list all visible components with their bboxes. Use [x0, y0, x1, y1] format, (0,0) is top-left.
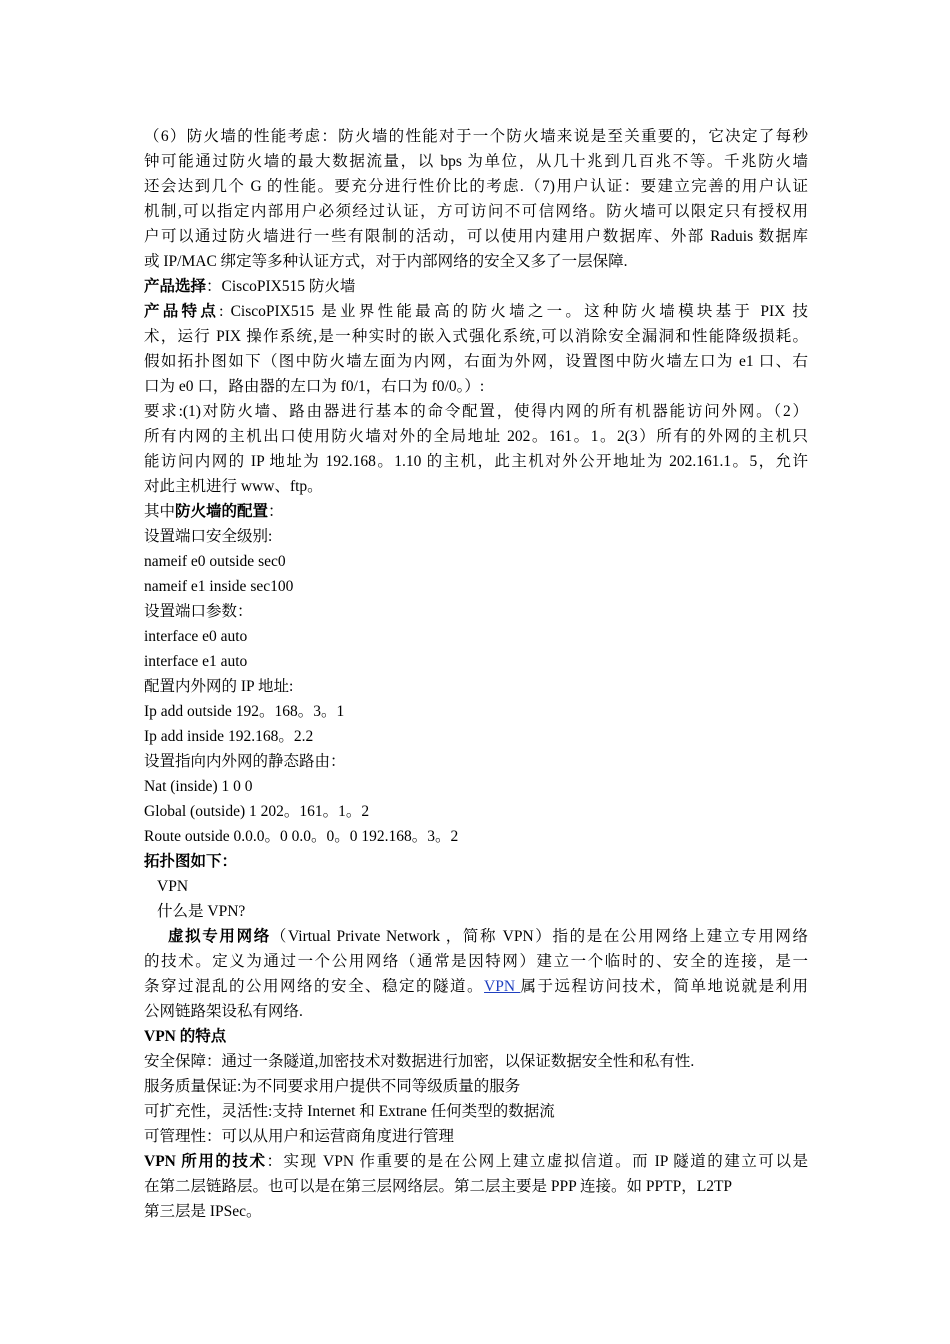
config-line: nameif e0 outside sec0 — [144, 553, 286, 570]
config-line: interface e1 auto — [144, 653, 248, 670]
vpn-tech-text: ：实现 VPN 作重要的是在公网上建立虚拟信道。而 IP 隧道的建立可以是 — [266, 1153, 808, 1170]
product-choice-label: 产品选择 — [144, 278, 207, 295]
paragraph-line: 机制,可以指定内部用户必须经过认证，方可访问不可信网络。防火墙可以限定只有授权用 — [144, 203, 808, 220]
paragraph-line: 钟可能通过防火墙的最大数据流量，以 bps 为单位，从几十兆到几百兆不等。千兆防火墙 — [144, 153, 808, 170]
product-feature-line — [144, 299, 808, 324]
paragraph-line: 第三层是 IPSec。 — [144, 1203, 262, 1220]
paragraph-line: 还会达到几个 G 的性能。要充分进行性价比的考虑.（7)用户认证：要建立完善的用户认证 — [144, 178, 808, 195]
vpn-tech-line — [144, 1149, 808, 1174]
document-body — [144, 124, 808, 1224]
feature-item: 可管理性：可以从用户和运营商角度进行管理 — [144, 1128, 455, 1145]
vpn-link[interactable]: VPN — [484, 978, 521, 995]
config-line: interface e0 auto — [144, 628, 248, 645]
paragraph-line: 在第二层链路层。也可以是在第三层网络层。第二层主要是 PPP 连接。如 PPTP，L2TP — [144, 1178, 733, 1195]
link-suffix: 属于远程访问技术，简单地说就是利用 — [520, 978, 808, 995]
paragraph-line-with-link — [144, 974, 808, 999]
paragraph-line: 要求:(1)对防火墙、路由器进行基本的命令配置，使得内网的所有机器能访问外网。（2） — [144, 403, 808, 420]
config-line: 设置端口安全级别: — [144, 528, 273, 545]
vpn-definition-text: （Virtual Private Network ，简称 VPN）指的是在公用网络上建立专用网络 — [270, 928, 808, 945]
config-line: Global (outside) 1 202。161。1。2 — [144, 803, 370, 820]
paragraph-line: 能访问内网的 IP 地址为 192.168。1.10 的主机，此主机对外公开地址为 202.161.1。5，允许 — [144, 453, 808, 470]
heading-suffix: ： — [268, 503, 284, 520]
paragraph-line: 公网链路架设私有网络. — [144, 1003, 303, 1020]
paragraph-line: 或 IP/MAC 绑定等多种认证方式，对于内部网络的安全又多了一层保障. — [144, 253, 628, 270]
paragraph-line: 所有内网的主机出口使用防火墙对外的全局地址 202。161。1。2(3）所有的外网的主机只 — [144, 428, 808, 445]
vpn-term: 虚拟专用网络 — [168, 928, 271, 945]
vpn-tech-label: VPN 所用的技术 — [144, 1153, 267, 1170]
vpn-title: VPN — [157, 878, 189, 895]
heading-bold: 防火墙的配置 — [175, 503, 269, 520]
feature-item: 安全保障：通过一条隧道,加密技术对数据进行加密，以保证数据安全性和私有性. — [144, 1053, 695, 1070]
paragraph-line: 口为 e0 口，路由器的左口为 f0/1，右口为 f0/0。）: — [144, 378, 485, 395]
paragraph-line: 假如拓扑图如下（图中防火墙左面为内网，右面为外网，设置图中防火墙左口为 e1 口、右 — [144, 353, 808, 370]
config-line: 设置指向内外网的静态路由： — [144, 753, 346, 770]
link-prefix: 条穿过混乱的公用网络的安全、稳定的隧道。 — [144, 978, 485, 995]
config-line: 设置端口参数： — [144, 603, 253, 620]
paragraph-line: （6）防火墙的性能考虑：防火墙的性能对于一个防火墙来说是至关重要的，它决定了每秒 — [144, 128, 808, 145]
paragraph-line: 对此主机进行 www、ftp。 — [144, 478, 323, 495]
paragraph-line: 户可以通过防火墙进行一些有限制的活动，可以使用内建用户数据库、外部 Raduis 数据库 — [144, 228, 808, 245]
feature-item: 服务质量保证:为不同要求用户提供不同等级质量的服务 — [144, 1078, 521, 1095]
firewall-config-heading — [144, 499, 808, 524]
product-choice-text: ：CiscoPIX515 防火墙 — [206, 278, 356, 295]
config-line: nameif e1 inside sec100 — [144, 578, 294, 595]
product-choice-line — [144, 274, 808, 299]
vpn-features-heading: VPN 的特点 — [144, 1028, 227, 1045]
paragraph-line: 的技术。定义为通过一个公用网络（通常是因特网）建立一个临时的、安全的连接，是一 — [144, 953, 808, 970]
vpn-definition-line — [144, 924, 808, 949]
config-line: 配置内外网的 IP 地址: — [144, 678, 294, 695]
heading-prefix: 其中 — [144, 503, 176, 520]
paragraph-line: 术，运行 PIX 操作系统,是一种实时的嵌入式强化系统,可以消除安全漏洞和性能降级损耗。 — [144, 328, 808, 345]
product-feature-label: 产品特点 — [144, 303, 220, 320]
config-line: Ip add outside 192。168。3。1 — [144, 703, 345, 720]
vpn-question: 什么是 VPN? — [157, 903, 246, 920]
config-line: Nat (inside) 1 0 0 — [144, 778, 253, 795]
product-feature-text: : CiscoPIX515 是业界性能最高的防火墙之一。这种防火墙模块基于 PIX 技 — [219, 303, 808, 320]
config-line: Ip add inside 192.168。2.2 — [144, 728, 314, 745]
topology-heading: 拓扑图如下： — [144, 853, 238, 870]
feature-item: 可扩充性，灵活性:支持 Internet 和 Extrane 任何类型的数据流 — [144, 1103, 555, 1120]
config-line: Route outside 0.0.0。0 0.0。0。0 192.168。3。2 — [144, 828, 459, 845]
